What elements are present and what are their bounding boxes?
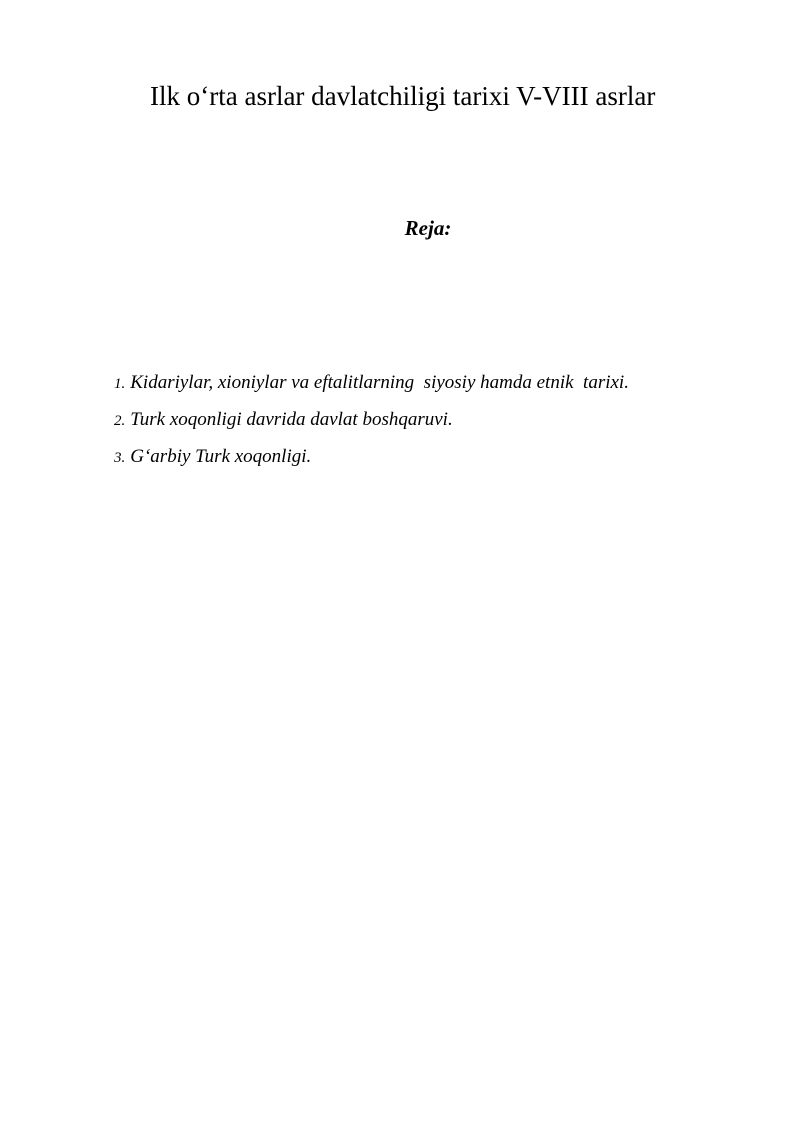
plan-list xyxy=(114,368,764,479)
plan-item-text: G‘arbiy Turk xoqonligi. xyxy=(130,446,312,467)
plan-item-number: 3. xyxy=(114,450,126,466)
plan-item-1 xyxy=(114,368,764,405)
plan-item-text: Turk xoqonligi davrida davlat boshqaruvi. xyxy=(130,409,453,430)
plan-item-2 xyxy=(114,405,764,442)
plan-item-3 xyxy=(114,442,764,479)
plan-heading: Reja: xyxy=(404,216,452,240)
plan-item-text: Kidariylar, xioniylar va eftalitlarning siyosiy hamda etnik tarixi. xyxy=(130,372,629,393)
document-title: Ilk o‘rta asrlar davlatchiligi tarixi V-VIII asrlar xyxy=(150,81,656,111)
plan-item-number: 1. xyxy=(114,376,126,392)
plan-item-number: 2. xyxy=(114,413,126,429)
